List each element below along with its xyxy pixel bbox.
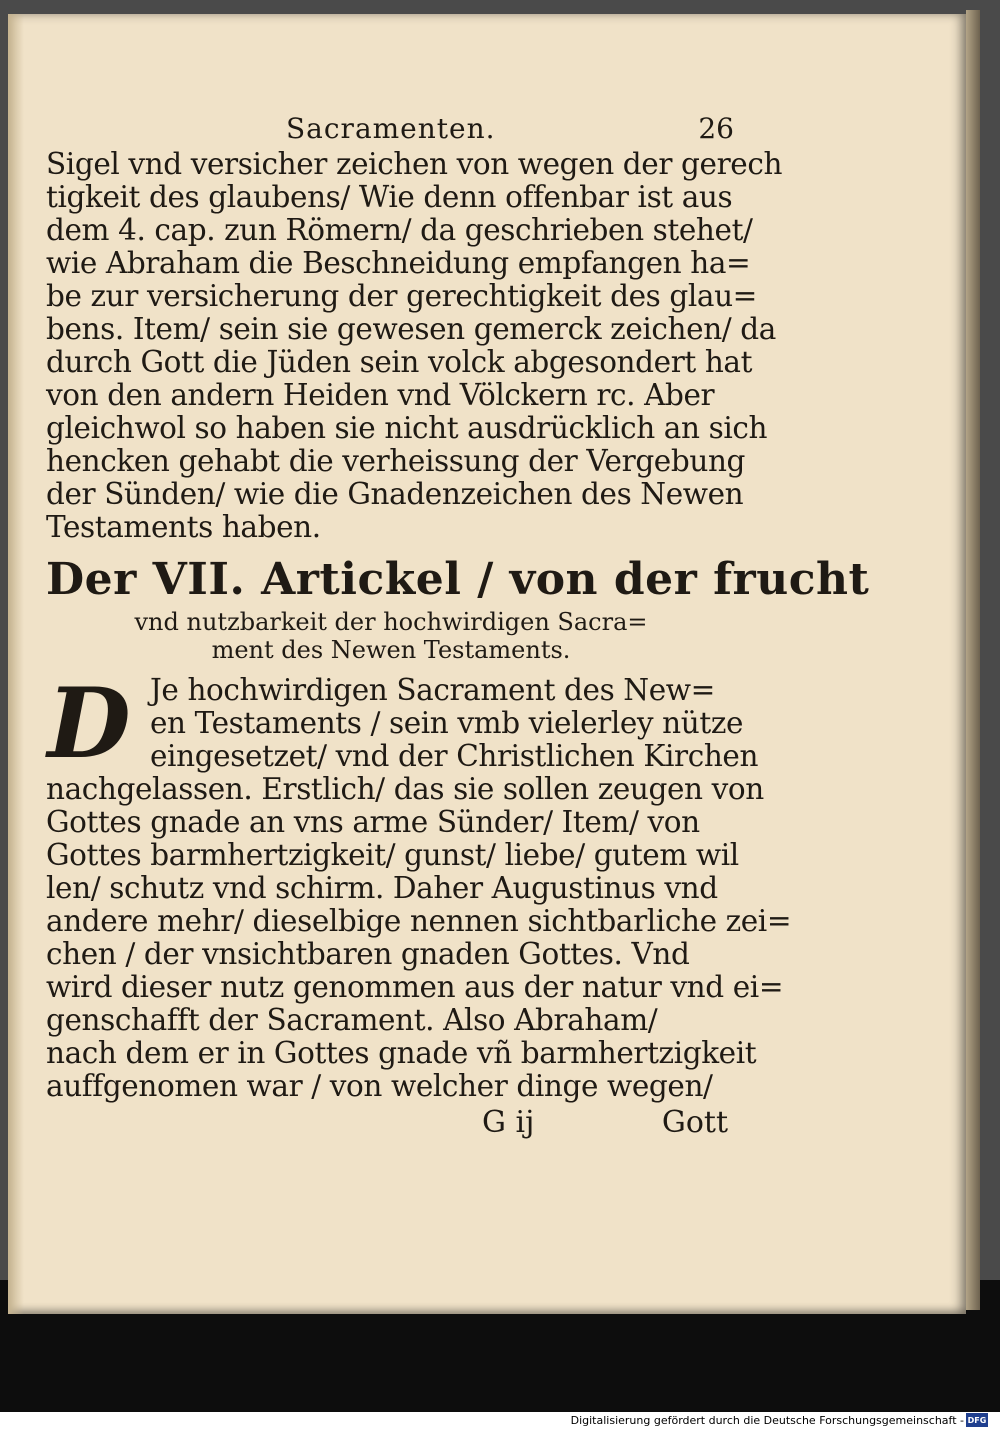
text-line: en Testaments / sein vmb vielerley nütze: [150, 706, 744, 740]
text-line: Testaments haben.: [46, 510, 321, 544]
text-line: len/ schutz vnd schirm. Daher Augustinus vnd: [46, 871, 718, 905]
text-line: chen / der vnsichtbaren gnaden Gottes. Vnd: [46, 937, 690, 971]
page-header: [46, 108, 736, 148]
text-line: von den andern Heiden vnd Völckern rc. Aber: [46, 378, 715, 412]
signature-mark: G ij: [482, 1105, 535, 1140]
text-line: Sigel vnd versicher zeichen von wegen der gerech: [46, 147, 783, 181]
text-line: Gottes gnade an vns arme Sünder/ Item/ von: [46, 805, 700, 839]
text-line: genschafft der Sacrament. Also Abraham/: [46, 1003, 658, 1037]
text-line: Gottes barmhertzigkeit/ gunst/ liebe/ gutem wil: [46, 838, 739, 872]
text-line: andere mehr/ dieselbige nennen sichtbarliche zei=: [46, 904, 792, 938]
text-line: hencken gehabt die verheissung der Vergebung: [46, 444, 746, 478]
text-line: wird dieser nutz genommen aus der natur vnd ei=: [46, 970, 784, 1004]
initial-letter: D: [47, 667, 131, 780]
text-line: tigkeit des glaubens/ Wie denn offenbar ist aus: [46, 180, 733, 214]
catchword: Gott: [661, 1105, 728, 1140]
article-heading: [46, 552, 870, 664]
decorated-initial: [46, 667, 132, 780]
text-line: wie Abraham die Beschneidung empfangen ha=: [46, 246, 751, 280]
text-line: nach dem er in Gottes gnade vñ barmhertzigkeit: [46, 1036, 757, 1070]
text-line: der Sünden/ wie die Gnadenzeichen des Newen: [46, 477, 744, 511]
heading-subtitle-line: ment des Newen Testaments.: [211, 636, 571, 664]
text-line: durch Gott die Jüden sein volck abgesondert hat: [46, 345, 753, 379]
text-line: Je hochwirdigen Sacrament des New=: [150, 673, 715, 707]
page-footer: [46, 1103, 736, 1143]
page-text: [46, 108, 870, 1143]
page-number: 26: [698, 112, 734, 145]
page-edge-shadow: [966, 10, 980, 1310]
paragraph-1: [46, 147, 783, 544]
text-line: gleichwol so haben sie nicht ausdrücklich an sich: [46, 411, 768, 445]
running-title: Sacramenten.: [286, 112, 496, 145]
text-line: nachgelassen. Erstlich/ das sie sollen zeugen von: [46, 772, 764, 806]
funding-credit: Digitalisierung gefördert durch die Deutsche Forschungsgemeinschaft -: [570, 1414, 964, 1427]
page-gutter: [8, 14, 24, 1314]
heading-title: Der VII. Artickel / von der frucht: [46, 554, 870, 605]
text-line: be zur versicherung der gerechtigkeit des glau=: [46, 279, 757, 313]
heading-subtitle-line: vnd nutzbarkeit der hochwirdigen Sacra=: [134, 608, 648, 636]
text-line: bens. Item/ sein sie gewesen gemerck zeichen/ da: [46, 312, 776, 346]
text-line: dem 4. cap. zun Römern/ da geschrieben stehet/: [46, 213, 753, 247]
paragraph-2: [46, 667, 792, 1103]
dfg-logo: DFG: [966, 1413, 988, 1427]
text-line: eingesetzet/ vnd der Christlichen Kirchen: [150, 739, 759, 773]
text-line: auffgenomen war / von welcher dinge wegen/: [46, 1069, 713, 1103]
